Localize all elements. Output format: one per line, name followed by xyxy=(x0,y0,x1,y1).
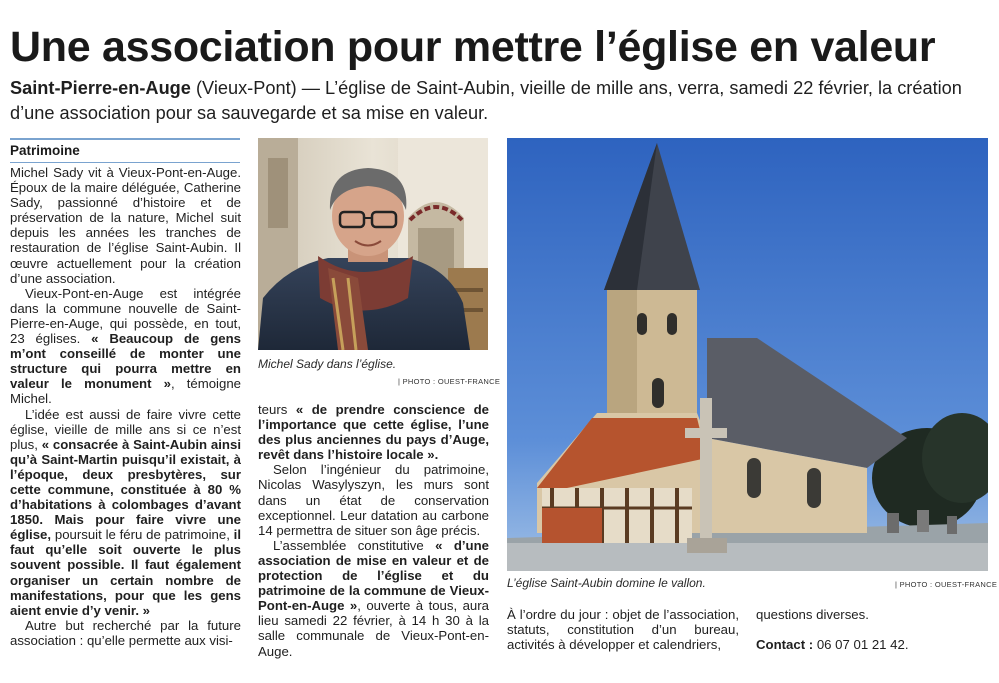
paragraph-7 xyxy=(258,538,489,659)
church-caption: L’église Saint-Aubin domine le vallon. xyxy=(507,576,706,590)
paragraph-3-quote-end: il faut qu’elle soit ouverte le plus souvent possible. Il faut également organiser un certain nombre de manifestations, pour que les gens aient envie d’y venir. » xyxy=(10,527,241,618)
headline: Une association pour mettre l’église en valeur xyxy=(10,23,936,71)
paragraph-7-rest: , ouverte à tous, aura lieu samedi 22 février, à 14 h 30 à la salle communale de Vieux-Pont-en-Auge. xyxy=(258,598,489,659)
rubric-label: Patrimoine xyxy=(10,143,80,158)
contact-phone: 06 07 01 21 42. xyxy=(813,637,909,653)
paragraph-9: questions diverses. xyxy=(756,607,869,622)
paragraph-3-attribution: poursuit le féru de patrimoine, xyxy=(51,527,234,543)
church-photo xyxy=(507,138,988,571)
chapo-place: Saint-Pierre-en-Auge xyxy=(10,78,191,98)
rubric-bottom-rule xyxy=(10,162,240,163)
paragraph-7-quote: « d’une association de mise en valeur et de protection de l’église et du patrimoine de la commune de Vieux-Pont-en-Auge » xyxy=(258,537,489,614)
paragraph-3-text: L’idée est aussi de faire vivre cette église, vieille de mille ans si ce n’est plus, xyxy=(10,406,241,452)
portrait-credit: | PHOTO : OUEST-FRANCE xyxy=(398,377,501,386)
church-illustration xyxy=(507,138,988,571)
chapo-area: (Vieux-Pont) — xyxy=(190,78,326,98)
portrait-caption: Michel Sady dans l’église. xyxy=(258,357,397,371)
contact-line xyxy=(756,637,988,652)
paragraph-3 xyxy=(10,407,241,618)
rubric-top-rule xyxy=(10,138,240,140)
paragraph-2-attribution: , témoigne Michel. xyxy=(10,376,241,407)
paragraph-2-text: Vieux-Pont-en-Auge est intégrée dans la commune nouvelle de Saint-Pierre-en-Auge, qui possède, en tout, 23 églises. xyxy=(10,285,241,347)
paragraph-2 xyxy=(10,286,241,407)
article-column-2 xyxy=(258,402,489,659)
paragraph-7-text: L’assemblée constitutive xyxy=(273,537,436,553)
portrait-photo xyxy=(258,138,488,350)
church-credit: | PHOTO : OUEST-FRANCE xyxy=(895,580,998,589)
paragraph-4: Autre but recherché par la future association : qu’elle permette aux visi- xyxy=(10,617,241,648)
portrait-illustration xyxy=(258,138,488,350)
paragraph-5-quote: « de prendre conscience de l’importance que cette église, l’une des plus anciennes du pays d’Auge, revêt dans l’histoire locale ». xyxy=(258,402,489,463)
article-column-1 xyxy=(10,165,241,648)
paragraph-1: Michel Sady vit à Vieux-Pont-en-Auge. Époux de la maire déléguée, Catherine Sady, passionné d’histoire et de préservation de la nature, Michel suit depuis les années les tranches de restauration de l’église Saint-Aubin. Il œuvre actuellement pour la création d’une association. xyxy=(10,165,241,286)
chapo xyxy=(10,76,990,126)
paragraph-5-text: teurs xyxy=(258,402,296,417)
article-column-3 xyxy=(507,607,739,652)
paragraph-5 xyxy=(258,402,489,462)
contact-label: Contact : xyxy=(756,637,814,653)
paragraph-8: À l’ordre du jour : objet de l’association, statuts, constitution d’un bureau, activités à développer et calendriers, xyxy=(507,607,739,653)
chapo-text: L’église de Saint-Aubin, vieille de mille ans, verra, samedi 22 février, la création d’une association pour sa sauvegarde et sa mise en valeur. xyxy=(10,78,962,123)
article-column-4 xyxy=(756,607,988,652)
paragraph-3-quote: « consacrée à Saint-Aubin ainsi qu’à Saint-Martin puisqu’il existait, à l’époque, deux presbytères, sur cette commune, constituée à 80 % d’habitations à colombages d’avant 1850. Mais pour faire vivre une église, xyxy=(10,436,241,543)
paragraph-2-quote: « Beaucoup de gens m’ont conseillé de monter une structure qui pourra mettre en valeur le monument » xyxy=(10,331,241,392)
paragraph-6: Selon l’ingénieur du patrimoine, Nicolas Wasylyszyn, les murs sont dans un état de conservation exceptionnel. Leur datation au carbone 14 permettra de situer son âge précis. xyxy=(258,462,489,538)
